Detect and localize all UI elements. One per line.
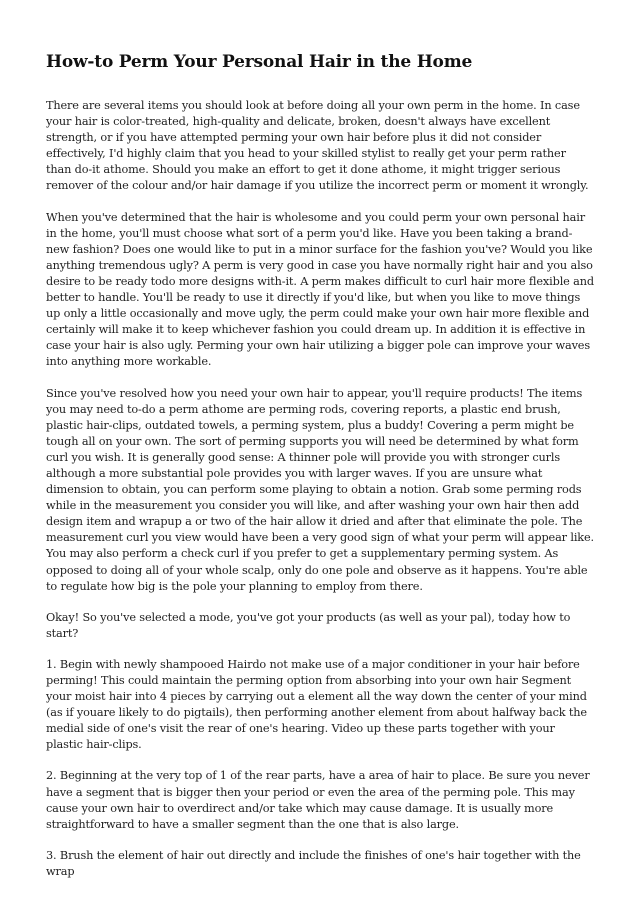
paragraph-step-1: 1. Begin with newly shampooed Hairdo not make use of a major conditioner in your hair before perming! This could maintain the perming option from absorbing into your own hair Segment your moist hair into 4 pieces by carrying out a element all the way down the center of your mind (as if youare likely to do pigtails), then performing another element from about halfway back the medial side of one's visit the rear of one's hearing. Video up these parts together with your plastic hair-clips. xyxy=(46,657,587,752)
document-page xyxy=(46,50,594,895)
paragraph-products: Since you've resolved how you need your own hair to appear, you'll require products! The items you may need to-do a perm athome are perming rods, covering reports, a plastic end brush, plastic hair-clips, outdated towels, a perming system, plus a buddy! Covering a perm might be tough all on your own. The sort of perming supports you will need be determined by what form curl you wish. It is generally good sense: A thinner pole will provide you with stronger curls although a more substantial pole provides you with larger waves. If you are unsure what dimension to obtain, you can perform some playing to obtain a notion. Grab some perming rods while in the measurement you consider you will like, and after washing your own hair then add design item and wrapup a or two of the hair allow it dried and after that eliminate the pole. The measurement curl you view would have been a very good sign of what your perm will appear like. You may also perform a check curl if you prefer to get a supplementary perming system. As opposed to doing all of your whole scalp, only do one pole and observe as it happens. You're able to regulate how big is the pole your planning to employ from there. xyxy=(46,386,594,593)
paragraph-intro: There are several items you should look at before doing all your own perm in the home. In case your hair is color-treated, high-quality and delicate, broken, doesn't always have excellent strength, or if you have attempted perming your own hair before plus it did not consider effectively, I'd highly claim that you head to your skilled stylist to really get your perm rather than do-it athome. Should you make an effort to get it done athome, it might trigger serious remover of the colour and/or hair damage if you utilize the incorrect perm or moment it wrongly. xyxy=(46,99,589,193)
paragraph-how-to-start: Okay! So you've selected a mode, you've got your products (as well as your pal), today how to start? xyxy=(46,610,571,640)
document-title: How-to Perm Your Personal Hair in the Home xyxy=(46,52,473,72)
paragraph-step-2: 2. Beginning at the very top of 1 of the rear parts, have a area of hair to place. Be sure you never have a segment that is bigger then your period or even the area of the perming pole. This may cause your own hair to overdirect and/or take which may cause damage. It is usually more straightforward to have a smaller segment than the one that is also large. xyxy=(46,769,590,831)
paragraph-step-3: 3. Brush the element of hair out directly and include the finishes of one's hair together with the wrap xyxy=(46,848,581,878)
paragraph-choose-perm: When you've determined that the hair is wholesome and you could perm your own personal hair in the home, you'll must choose what sort of a perm you'd like. Have you been taking a brand-new fashion? Does one would like to put in a minor surface for the fashion you've? Would you like anything tremendous ugly? A perm is very good in case you have normally right hair and you also desire to be ready todo more designs with-it. A perm makes difficult to curl hair more flexible and better to handle. You'll be ready to use it directly if you'd like, but when you like to move things up only a little occasionally and move ugly, the perm could make your own hair more flexible and certainly will make it to keep whichever fashion you could dream up. In addition it is effective in case your hair is also ugly. Perming your own hair utilizing a bigger pole can improve your waves into anything more workable. xyxy=(46,210,594,369)
